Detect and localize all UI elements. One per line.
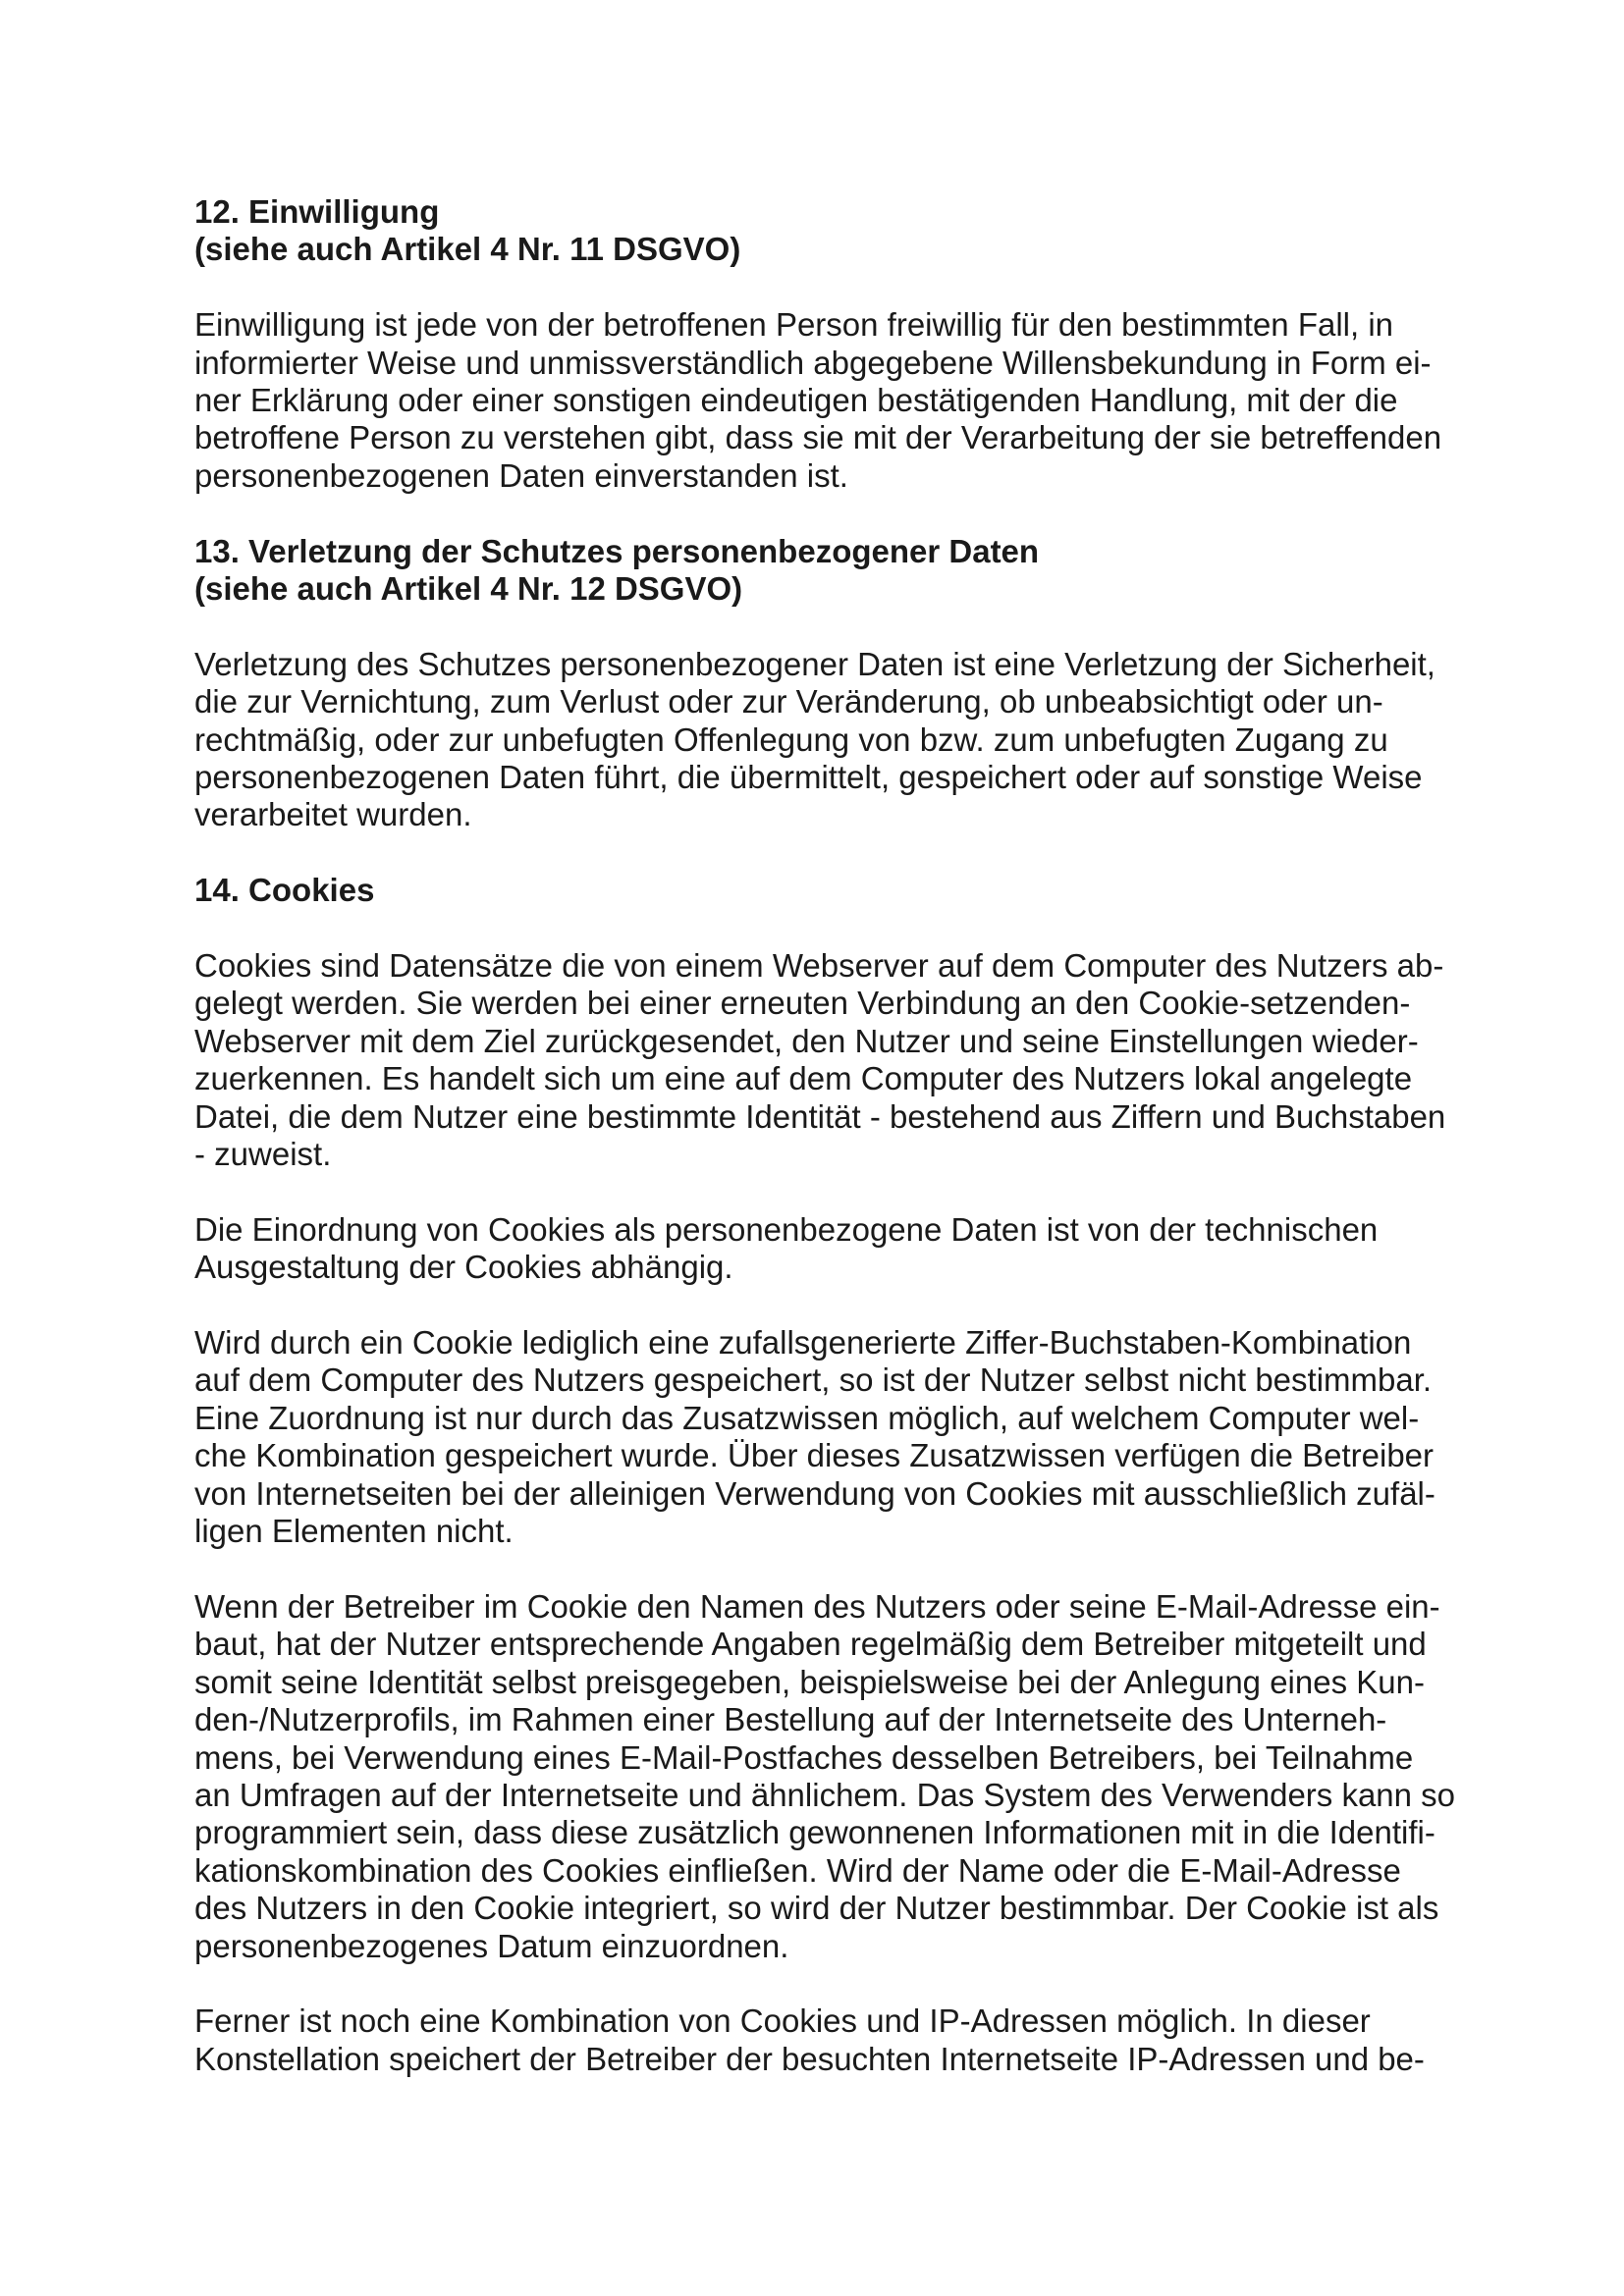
text-line: baut, hat der Nutzer entsprechende Angaben regelmäßig dem Betreiber mitgeteilt und bbox=[194, 1626, 1427, 1663]
text-line: informierter Weise und unmissverständlich abgegebene Willensbekundung in Form ei- bbox=[194, 344, 1432, 381]
text-line: betroffene Person zu verstehen gibt, dass sie mit der Verarbeitung der sie betreffenden bbox=[194, 419, 1442, 456]
text-line: che Kombination gespeichert wurde. Über dieses Zusatzwissen verfügen die Betreiber bbox=[194, 1437, 1435, 1474]
paragraph bbox=[194, 1211, 1490, 1287]
section-heading bbox=[194, 533, 1490, 609]
heading-line: 14. Cookies bbox=[194, 872, 375, 909]
text-line: an Umfragen auf der Internetseite und ähnlichem. Das System des Verwenders kann so bbox=[194, 1776, 1456, 1813]
text-line: Ausgestaltung der Cookies abhängig. bbox=[194, 1249, 733, 1286]
paragraph bbox=[194, 306, 1490, 495]
paragraph bbox=[194, 2002, 1490, 2078]
text-line: Die Einordnung von Cookies als personenbezogene Daten ist von der technischen bbox=[194, 1210, 1379, 1248]
paragraph bbox=[194, 646, 1490, 834]
text-line: Konstellation speichert der Betreiber der besuchten Internetseite IP-Adressen und be- bbox=[194, 2040, 1425, 2077]
heading-line: 13. Verletzung der Schutzes personenbezogener Daten bbox=[194, 532, 1040, 569]
text-line: Ferner ist noch eine Kombination von Cookies und IP-Adressen möglich. In dieser bbox=[194, 2002, 1371, 2040]
text-line: die zur Vernichtung, zum Verlust oder zur Veränderung, ob unbeabsichtigt oder un- bbox=[194, 683, 1383, 721]
text-line: Wird durch ein Cookie lediglich eine zufallsgenerierte Ziffer-Buchstaben-Kombination bbox=[194, 1324, 1412, 1362]
text-line: personenbezogenen Daten einverstanden ist. bbox=[194, 456, 848, 494]
text-line: Eine Zuordnung ist nur durch das Zusatzwissen möglich, auf welchem Computer wel- bbox=[194, 1399, 1420, 1436]
text-line: gelegt werden. Sie werden bei einer erneuten Verbindung an den Cookie-setzenden- bbox=[194, 985, 1411, 1022]
text-line: Webserver mit dem Ziel zurückgesendet, den Nutzer und seine Einstellungen wieder- bbox=[194, 1022, 1419, 1059]
text-line: auf dem Computer des Nutzers gespeichert, so ist der Nutzer selbst nicht bestimmbar. bbox=[194, 1362, 1433, 1399]
section-heading bbox=[194, 193, 1490, 269]
text-line: Datei, die dem Nutzer eine bestimmte Identität - bestehend aus Ziffern und Buchstaben bbox=[194, 1097, 1446, 1135]
section-14 bbox=[194, 872, 1490, 2078]
section-13 bbox=[194, 533, 1490, 834]
text-line: ligen Elementen nicht. bbox=[194, 1513, 514, 1550]
text-line: kationskombination des Cookies einfließen. Wird der Name oder die E-Mail-Adresse bbox=[194, 1851, 1401, 1889]
paragraph bbox=[194, 1324, 1490, 1550]
text-line: - zuweist. bbox=[194, 1136, 332, 1173]
text-line: zuerkennen. Es handelt sich um eine auf dem Computer des Nutzers lokal angelegte bbox=[194, 1060, 1413, 1097]
text-line: somit seine Identität selbst preisgegeben, beispielsweise bei der Anlegung eines Kun- bbox=[194, 1663, 1425, 1700]
text-line: personenbezogenes Datum einzuordnen. bbox=[194, 1927, 789, 1964]
text-line: Einwilligung ist jede von der betroffenen Person freiwillig für den bestimmten Fall, in bbox=[194, 306, 1394, 344]
text-line: den-/Nutzerprofils, im Rahmen einer Bestellung auf der Internetseite des Unterneh- bbox=[194, 1701, 1387, 1738]
heading-line: (siehe auch Artikel 4 Nr. 11 DSGVO) bbox=[194, 231, 741, 268]
section-heading bbox=[194, 872, 1490, 909]
paragraph bbox=[194, 947, 1490, 1173]
text-line: personenbezogenen Daten führt, die übermittelt, gespeichert oder auf sonstige Weise bbox=[194, 759, 1423, 796]
document-page bbox=[194, 193, 1490, 2078]
text-line: verarbeitet wurden. bbox=[194, 796, 472, 833]
heading-line: 12. Einwilligung bbox=[194, 193, 440, 230]
text-line: rechtmäßig, oder zur unbefugten Offenlegung von bzw. zum unbefugten Zugang zu bbox=[194, 721, 1388, 758]
text-line: Wenn der Betreiber im Cookie den Namen des Nutzers oder seine E-Mail-Adresse ein- bbox=[194, 1587, 1440, 1625]
paragraph bbox=[194, 1588, 1490, 1965]
text-line: mens, bei Verwendung eines E-Mail-Postfaches desselben Betreibers, bei Teilnahme bbox=[194, 1738, 1414, 1776]
text-line: programmiert sein, dass diese zusätzlich gewonnenen Informationen mit in die Identifi- bbox=[194, 1814, 1435, 1851]
heading-line: (siehe auch Artikel 4 Nr. 12 DSGVO) bbox=[194, 570, 743, 608]
text-line: von Internetseiten bei der alleinigen Verwendung von Cookies mit ausschließlich zufäl- bbox=[194, 1474, 1435, 1512]
text-line: Cookies sind Datensätze die von einem Webserver auf dem Computer des Nutzers ab- bbox=[194, 947, 1444, 985]
text-line: ner Erklärung oder einer sonstigen eindeutigen bestätigenden Handlung, mit der die bbox=[194, 382, 1398, 419]
text-line: Verletzung des Schutzes personenbezogener Daten ist eine Verletzung der Sicherheit, bbox=[194, 645, 1435, 682]
text-line: des Nutzers in den Cookie integriert, so wird der Nutzer bestimmbar. Der Cookie ist als bbox=[194, 1890, 1439, 1927]
section-12 bbox=[194, 193, 1490, 495]
